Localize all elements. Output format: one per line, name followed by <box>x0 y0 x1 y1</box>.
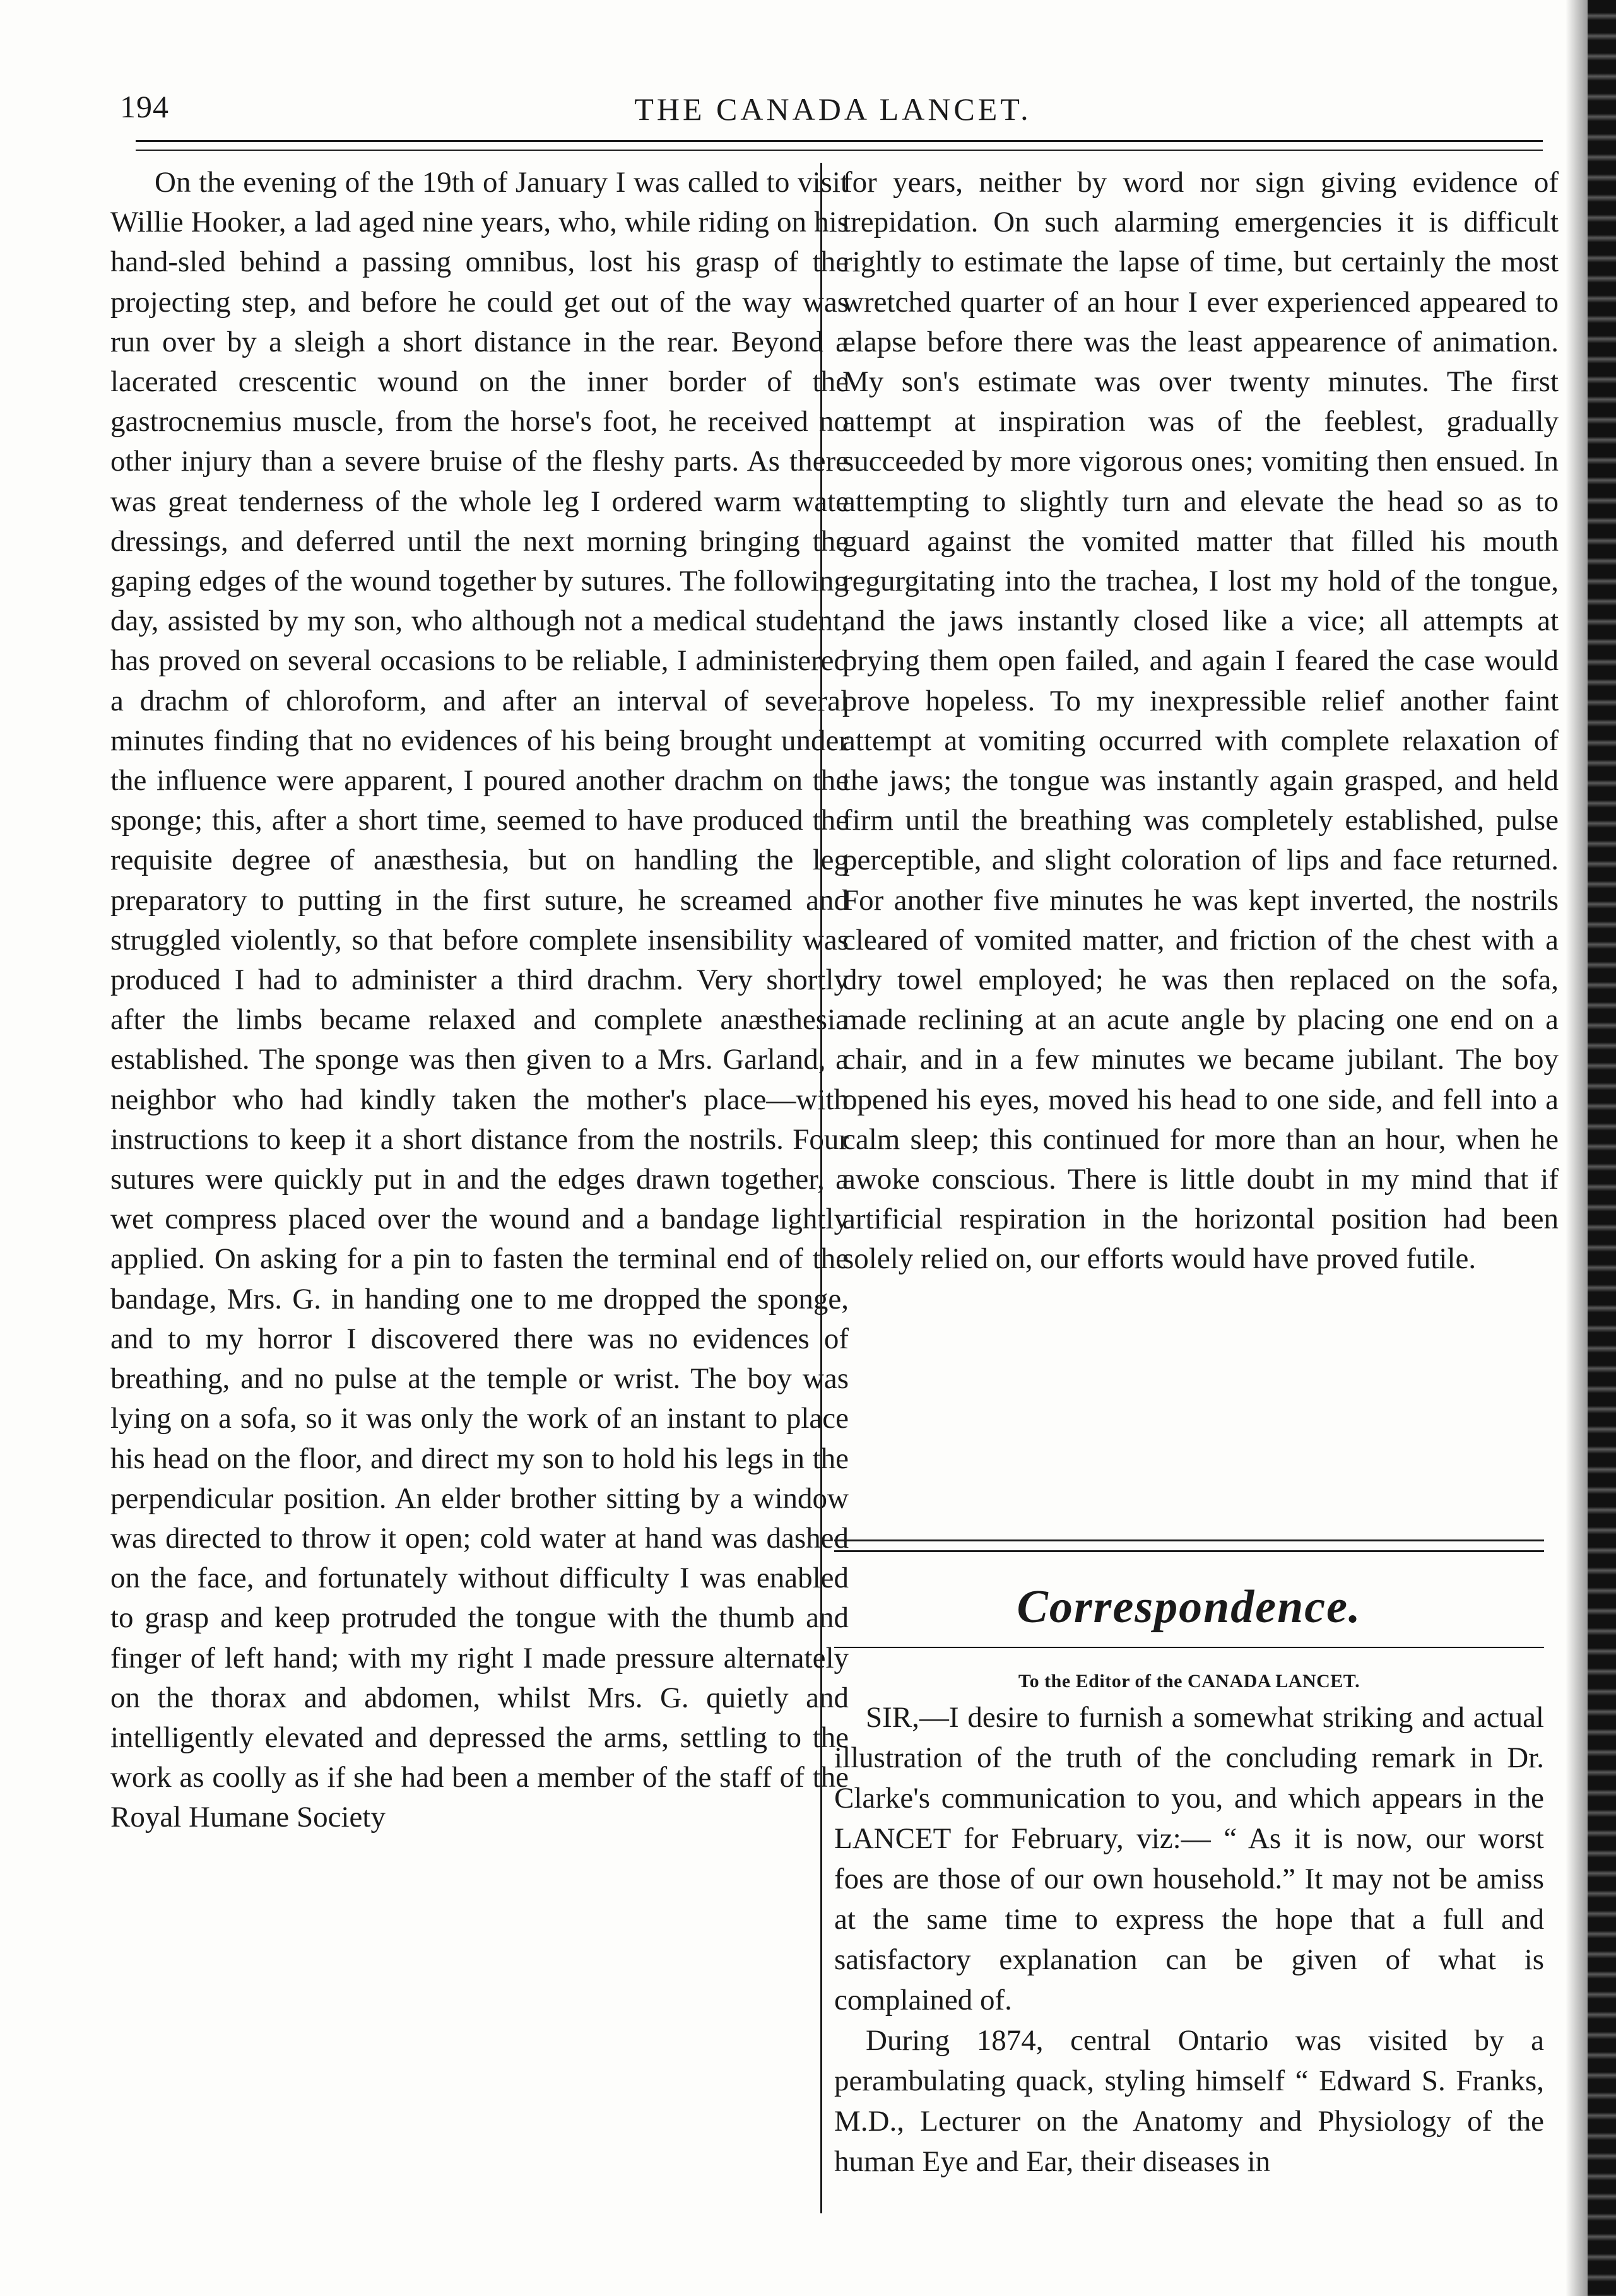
article-paragraph-continued: for years, neither by word nor sign giving evidence of trepidation. On such alarming emergencies it is difficult rightly to estimate the lapse of time, but certainly the most wretched quarter of an hour I ever experienced appeared to elapse before there was the least appearence of animation. My son's estimate was over twenty minutes. The first attempt at inspiration was of the feeblest, gradually succeeded by more vigorous ones; vomiting then ensued. In attempting to slightly turn and elevate the head so as to guard against the vomited matter that filled his mouth regurgitating into the trachea, I lost my hold of the tongue, and the jaws instantly closed like a vice; all attempts at prying them open failed, and again I feared the case would prove hopeless. To my inexpressible relief another faint attempt at vomiting occurred with complete relaxation of the jaws; the tongue was instantly again grasped, and held firm until the breathing was completely established, pulse perceptible, and slight coloration of lips and face returned. For another five minutes he was kept inverted, the nostrils cleared of vomited matter, and friction of the chest with a dry towel employed; he was then replaced on the sofa, made reclining at an acute angle by placing one end on a chair, and in a few minutes we became jubilant. The boy opened his eyes, moved his head to one side, and fell into a calm sleep; this continued for more than an hour, when he awoke conscious. There is little doubt in my mind that if artificial respiration in the horizontal position had been solely relied on, our efforts would have proved futile. <box>842 166 1559 1276</box>
letter-body <box>834 1697 1544 2182</box>
section-heading: Correspondence. <box>1017 1581 1362 1633</box>
right-column <box>842 163 1559 1280</box>
running-head: THE CANADA LANCET. <box>634 91 1032 127</box>
left-column <box>110 163 849 1838</box>
column-divider <box>820 163 822 2213</box>
article-paragraph: On the evening of the 19th of January I was called to visit Willie Hooker, a lad aged nine years, who, while riding on his hand-sled behind a passing omnibus, lost his grasp of the projecting step, and before he could get out of the way was run over by a sleigh a short distance in the rear. Beyond a lacerated crescentic wound on the inner border of the gastrocnemius muscle, from the horse's foot, he received no other injury than a severe bruise of the fleshy parts. As there was great tenderness of the whole leg I ordered warm wate dressings, and deferred until the next morning bringing the gaping edges of the wound together by sutures. The following day, assisted by my son, who although not a medical student, has proved on several occasions to be reliable, I administered a drachm of chloroform, and after an interval of several minutes finding that no evidences of his being brought under the influence were apparent, I poured another drachm on the sponge; this, after a short time, seemed to have produced the requisite degree of anæsthesia, but on handling the leg preparatory to putting in the first suture, he screamed and struggled violently, so that before complete insensibility was produced I had to administer a third drachm. Very shortly after the limbs became relaxed and complete anæsthesia established. The sponge was then given to a Mrs. Garland, a neighbor who had kindly taken the mother's place—with instructions to keep it a short distance from the nostrils. Four sutures were quickly put in and the edges drawn together, a wet compress placed over the wound and a bandage lightly applied. On asking for a pin to fasten the terminal end of the bandage, Mrs. G. in handing one to me dropped the sponge, and to my horror I discovered there was no evidences of breathing, and no pulse at the temple or wrist. The boy was lying on a sofa, so it was only the work of an instant to place his head on the floor, and direct my son to hold his legs in the perpendicular position. An elder brother sitting by a window was directed to throw it open; cold water at hand was dashed on the face, and fortunately without difficulty I was enabled to grasp and keep protruded the tongue with the thumb and finger of left hand; with my right I made pressure alternately on the thorax and abdomen, whilst Mrs. G. quietly and intelligently elevated and depressed the arms, settling to the work as coolly as if she had been a member of the staff of the Royal Humane Society <box>110 166 849 1834</box>
page-edge-binding <box>1588 0 1616 2296</box>
letter-address: To the Editor of the CANADA LANCET. <box>1018 1671 1360 1692</box>
letter-paragraph: During 1874, central Ontario was visited by a perambulating quack, styling himself “ Edward S. Franks, M.D., Lecturer on the Anatomy and Physiology of the human Eye and Ear, their diseases in <box>834 2024 1544 2178</box>
letter-paragraph: SIR,—I desire to furnish a somewhat striking and actual illustration of the truth of the concluding remark in Dr. Clarke's communication to you, and which appears in the LANCET for February, viz:— “ As it is now, our worst foes are those of our own household.” It may not be amiss at the same time to express the hope that a full and satisfactory explanation can be given of what is complained of. <box>834 1701 1544 2016</box>
header-double-rule <box>136 140 1543 151</box>
page-number: 194 <box>120 89 169 124</box>
heading-rule <box>834 1647 1544 1648</box>
page-edge-shadow <box>1566 0 1588 2296</box>
section-double-rule <box>834 1539 1544 1552</box>
page-header <box>120 88 1546 139</box>
